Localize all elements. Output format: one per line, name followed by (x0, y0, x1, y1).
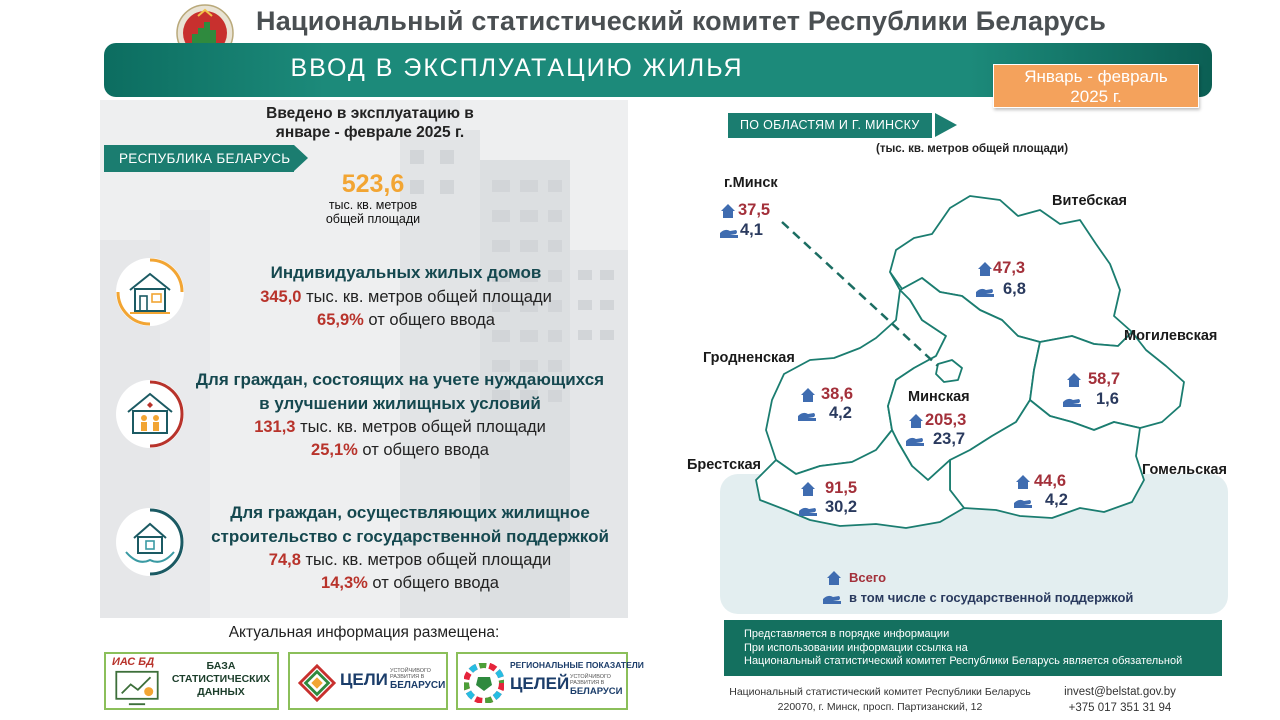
mogilev-total: 58,7 (1088, 370, 1121, 388)
ias-title: ИАС БД (112, 656, 155, 668)
legend-support: в том числе с государственной поддержкой (849, 590, 1134, 605)
regional-sdg-link[interactable] (456, 652, 644, 710)
home-icon (800, 481, 816, 497)
cat3-area-text: тыс. кв. метров общей площади (300, 551, 552, 569)
home-icon (1066, 372, 1082, 388)
cat2-area-text: тыс. кв. метров общей площади (295, 418, 546, 436)
info-caption: Актуальная информация размещена: (228, 624, 500, 641)
sdg-wheel-icon (464, 663, 504, 703)
total-unit-line2: общей площади (325, 212, 421, 226)
cat3-share-value: 14,3% (321, 574, 368, 592)
cat3-share (180, 574, 640, 593)
region-name-minsk-city: г.Минск (724, 175, 778, 191)
regional-word: ЦЕЛЕЙ (510, 674, 570, 693)
ias-line1: БАЗА (206, 660, 236, 672)
sdg-belarus-link[interactable] (288, 652, 448, 710)
minsk-total: 205,3 (925, 411, 967, 429)
left-heading-line1: Введено в эксплуатацию в (266, 105, 474, 122)
home-icon (1015, 474, 1031, 490)
support-hand-icon (719, 224, 739, 240)
org-title: Национальный статистический комитет Республики Беларусь (256, 6, 1107, 36)
home-icon (800, 387, 816, 403)
ias-text (168, 660, 274, 699)
chart-monitor-icon (112, 670, 162, 706)
support-hand-icon (1062, 393, 1082, 409)
grodno-support: 4,2 (829, 404, 852, 422)
cat1-share-text: от общего ввода (363, 311, 495, 329)
region-name-mogilev: Могилевская (1124, 328, 1218, 344)
cat2-share-text: от общего ввода (357, 441, 489, 459)
support-hand-icon (1013, 494, 1033, 510)
region-name-gomel: Гомельская (1142, 462, 1227, 478)
cat2-share (160, 441, 640, 460)
brest-total: 91,5 (825, 479, 858, 497)
house-icon (116, 258, 184, 326)
region-name-minsk: Минская (908, 389, 970, 405)
gomel-total: 44,6 (1034, 472, 1067, 490)
total-value: 523,6 (341, 170, 405, 198)
home-icon (908, 413, 924, 429)
region-name-grodno: Гродненская (703, 350, 795, 366)
republic-ribbon: РЕСПУБЛИКА БЕЛАРУСЬ (104, 145, 294, 172)
cat1-area-text: тыс. кв. метров общей площади (301, 288, 552, 306)
notice-line1: Представляется в порядке информации (744, 628, 950, 640)
footer-email-link[interactable]: invest@belstat.gov.by (1064, 686, 1176, 698)
notice-line2: При использовании информации ссылка на (744, 641, 968, 654)
period-line1: Январь - февраль (1024, 67, 1168, 86)
regions-ribbon-arrow (935, 113, 957, 137)
ias-line3: ДАННЫХ (197, 686, 245, 698)
total-unit (300, 198, 446, 226)
cat1-area (196, 288, 616, 307)
legend-support-hand-icon (822, 590, 842, 606)
regional-small: УСТОЙЧИВОГО РАЗВИТИЯ В (570, 674, 611, 686)
gomel-support: 4,2 (1045, 491, 1068, 509)
footer-contacts (1050, 684, 1190, 716)
home-icon (977, 261, 993, 277)
notice-line3: Национальный статистический комитет Республики Беларусь является обязательной (744, 655, 1183, 667)
minsk-support: 23,7 (933, 430, 966, 448)
period-badge (993, 64, 1199, 108)
mogilev-support: 1,6 (1096, 390, 1119, 408)
goals-country: БЕЛАРУСИ (390, 680, 446, 691)
period-line2: 2025 г. (1070, 87, 1122, 106)
ias-db-link[interactable] (104, 652, 279, 710)
footer-phone: +375 017 351 31 94 (1068, 702, 1172, 714)
cat2-share-value: 25,1% (311, 441, 358, 459)
usage-notice (724, 620, 1222, 676)
sdg-ornament-icon (298, 664, 336, 702)
regional-line1: РЕГИОНАЛЬНЫЕ ПОКАЗАТЕЛИ (510, 660, 644, 670)
goals-word: ЦЕЛИ (340, 670, 388, 689)
cat1-share-value: 65,9% (317, 311, 364, 329)
cat1-title: Индивидуальных жилых домов (270, 263, 542, 282)
ias-line2: СТАТИСТИЧЕСКИХ (171, 673, 271, 685)
regional-country: БЕЛАРУСИ (570, 686, 623, 697)
cat3-share-text: от общего ввода (367, 574, 499, 592)
cat3-area-value: 74,8 (268, 551, 301, 569)
belarus-map (700, 160, 1260, 580)
legend-home-icon (826, 570, 842, 586)
brest-support: 30,2 (825, 498, 858, 516)
regions-ribbon: ПО ОБЛАСТЯМ И Г. МИНСКУ (728, 113, 932, 138)
minsk-city-total: 37,5 (738, 201, 771, 219)
legend-total: Всего (849, 570, 887, 585)
minsk-city-support: 4,1 (740, 221, 763, 239)
cat3-area (180, 551, 640, 570)
goals-small: УСТОЙЧИВОГО РАЗВИТИЯ В (390, 668, 431, 680)
vitebsk-total: 47,3 (993, 259, 1026, 277)
support-hand-icon (905, 432, 925, 448)
footer-org (700, 685, 1060, 715)
hands-house-icon (116, 508, 184, 576)
regions-unit: (тыс. кв. метров общей площади) (876, 143, 1069, 155)
cat2-area (160, 418, 640, 437)
cat2-title-line2: в улучшении жилищных условий (259, 394, 541, 413)
cat1-share (196, 311, 616, 330)
republic-ribbon-arrow (294, 145, 308, 171)
support-hand-icon (797, 407, 817, 423)
region-name-vitebsk: Витебская (1052, 193, 1127, 209)
total-unit-line1: тыс. кв. метров (328, 198, 418, 212)
support-hand-icon (975, 283, 995, 299)
home-icon (720, 203, 736, 219)
support-hand-icon (798, 502, 818, 518)
footer-org-address: 220070, г. Минск, просп. Партизанский, 12 (777, 701, 983, 713)
left-heading-line2: январе - феврале 2025 г. (275, 124, 465, 141)
cat3-title-line1: Для граждан, осуществляющих жилищное (230, 503, 590, 522)
footer-org-line1: Национальный статистический комитет Республики Беларусь (729, 686, 1031, 698)
cat3-title-line2: строительство с государственной поддержкой (211, 527, 609, 546)
grodno-total: 38,6 (821, 385, 854, 403)
vitebsk-support: 6,8 (1003, 280, 1026, 298)
family-house-icon (116, 380, 184, 448)
page-title: ВВОД В ЭКСПЛУАТАЦИЮ ЖИЛЬЯ (290, 54, 744, 82)
cat1-area-value: 345,0 (260, 288, 302, 306)
left-heading (220, 104, 520, 142)
cat2-area-value: 131,3 (254, 418, 296, 436)
region-name-brest: Брестская (687, 457, 761, 473)
cat2-title-line1: Для граждан, состоящих на учете нуждающихся (195, 370, 605, 389)
